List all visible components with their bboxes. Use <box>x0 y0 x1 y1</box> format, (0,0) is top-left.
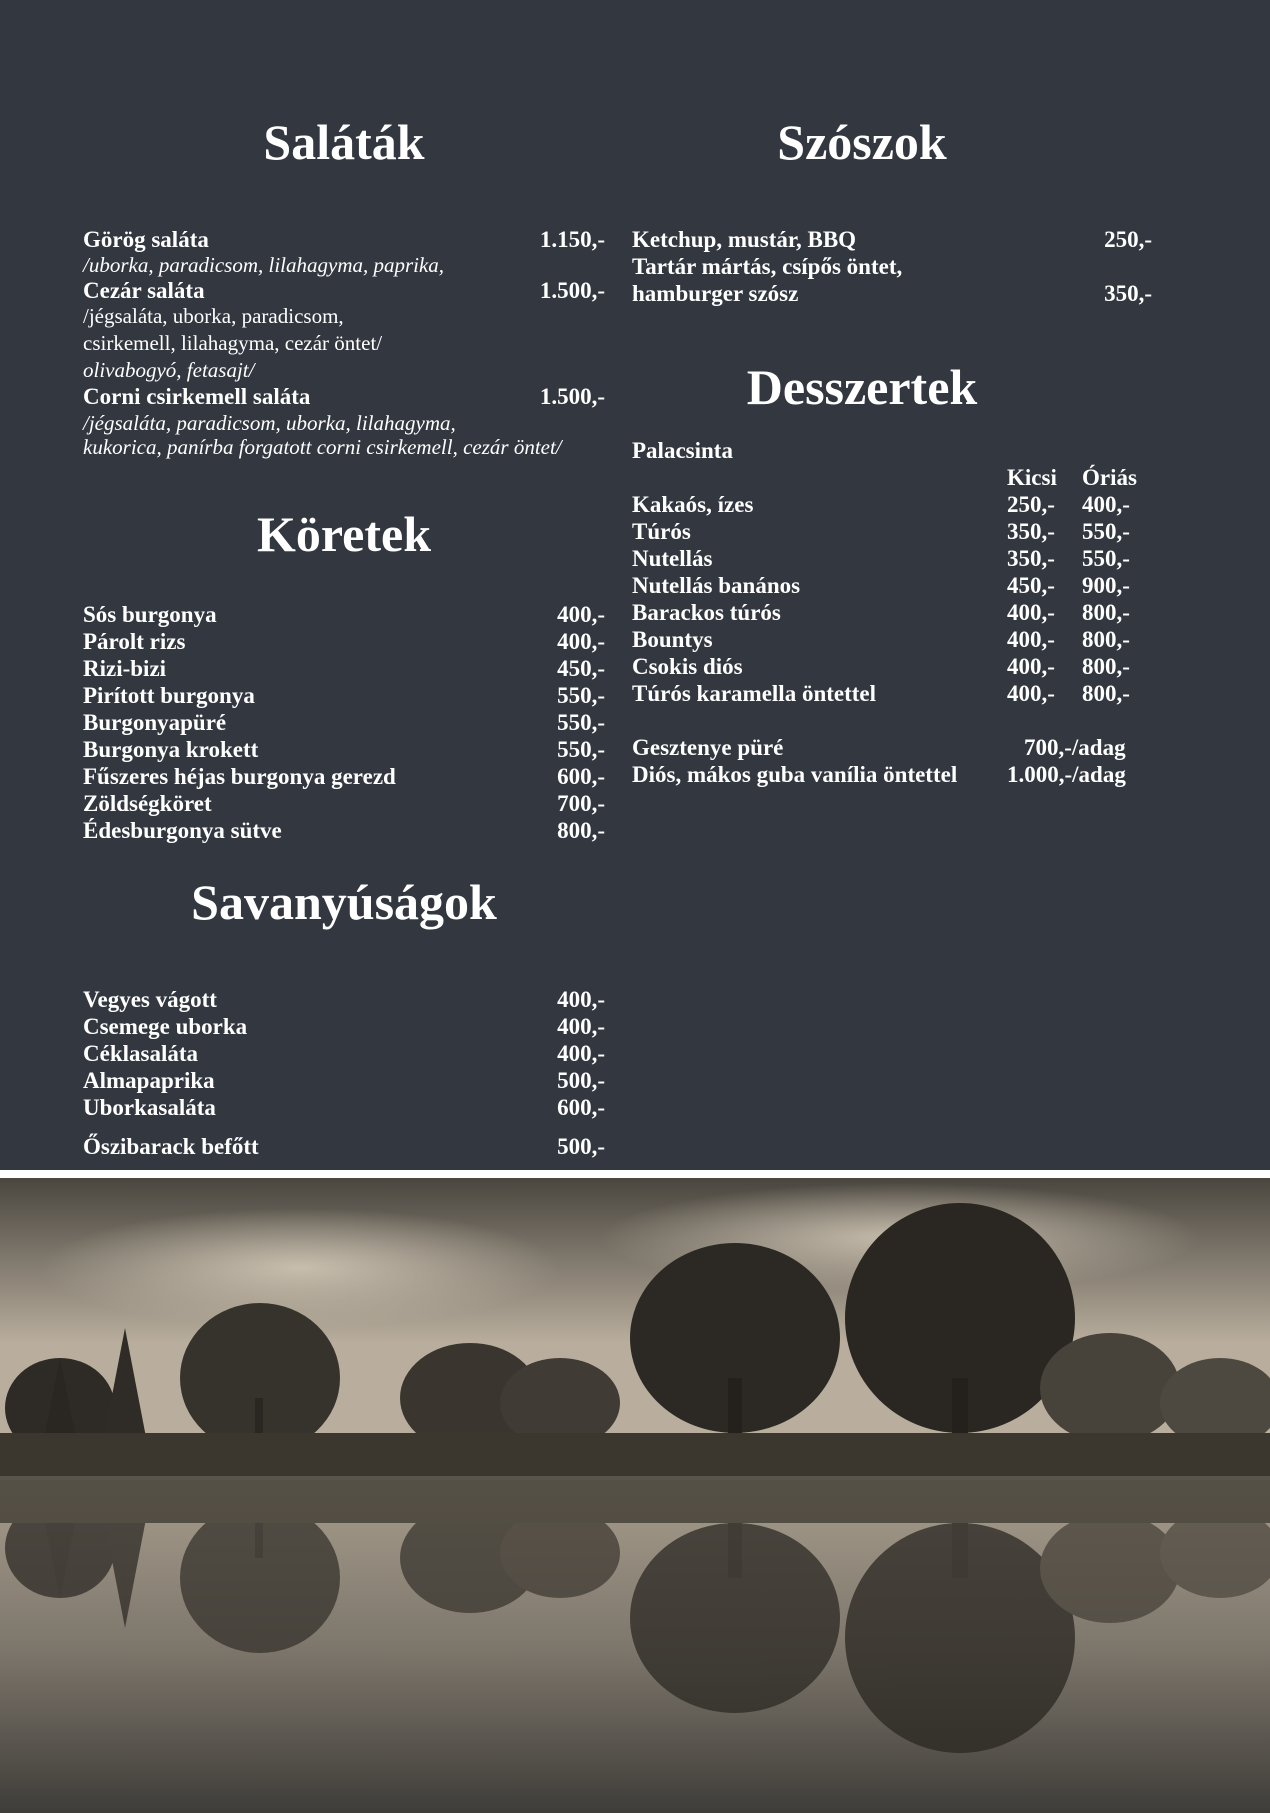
item-name: Fűszeres héjas burgonya gerezd <box>83 764 396 789</box>
dessert-price-large: 800,- <box>1082 600 1130 625</box>
item-price: 350,- <box>1104 281 1152 306</box>
koretek-heading: Köretek <box>256 506 432 562</box>
dessert-price-small: 400,- <box>1007 627 1055 652</box>
item-price: 1.150,- <box>539 227 605 252</box>
dessert-price: 700,-/adag <box>1024 735 1126 760</box>
menu-item <box>83 628 605 655</box>
menu-item <box>83 709 605 736</box>
menu-item <box>83 682 605 709</box>
dessert-price-large: 800,- <box>1082 627 1130 652</box>
dessert-extra-row <box>632 761 1152 788</box>
dessert-name: Barackos túrós <box>632 600 781 625</box>
item-price: 400,- <box>557 987 605 1012</box>
dessert-name: Bountys <box>632 627 713 652</box>
item-name: Görög saláta <box>83 227 209 252</box>
size-small-header: Kicsi <box>1007 465 1057 490</box>
item-price: 550,- <box>557 737 605 762</box>
item-name: Vegyes vágott <box>83 987 217 1012</box>
item-price: 550,- <box>557 683 605 708</box>
dessert-row <box>632 653 1152 680</box>
item-name: Pirított burgonya <box>83 683 255 708</box>
item-price: 800,- <box>557 818 605 843</box>
dessert-price-large: 800,- <box>1082 681 1130 706</box>
item-description: csirkemell, lilahagyma, cezár öntet/ <box>83 331 383 355</box>
item-name: hamburger szósz <box>632 281 799 306</box>
szoszok-heading: Szószok <box>777 114 947 170</box>
dessert-price-small: 400,- <box>1007 654 1055 679</box>
item-description: kukorica, panírba forgatott corni csirkemell, cezár öntet/ <box>83 435 562 459</box>
menu-item <box>83 1133 605 1160</box>
dessert-row <box>632 626 1152 653</box>
menu-item <box>83 277 605 304</box>
item-price: 1.500,- <box>539 278 605 303</box>
menu-item <box>83 790 605 817</box>
item-name: Párolt rizs <box>83 629 186 654</box>
dessert-row <box>632 680 1152 707</box>
dessert-price-small: 400,- <box>1007 600 1055 625</box>
item-price: 400,- <box>557 1014 605 1039</box>
dessert-price-small: 450,- <box>1007 573 1055 598</box>
palacsinta-subtitle: Palacsinta <box>632 438 733 463</box>
item-price: 500,- <box>557 1134 605 1159</box>
item-name: Zöldségköret <box>83 791 212 816</box>
divider <box>0 1170 1270 1178</box>
item-price: 600,- <box>557 764 605 789</box>
item-name: Cezár saláta <box>83 278 205 303</box>
dessert-row <box>632 545 1152 572</box>
menu-item <box>83 1067 605 1094</box>
menu-item <box>83 601 605 628</box>
item-name: Őszibarack befőtt <box>83 1134 259 1159</box>
item-price: 600,- <box>557 1095 605 1120</box>
item-name: Tartár mártás, csípős öntet, <box>632 254 903 279</box>
item-price: 550,- <box>557 710 605 735</box>
item-name: Ketchup, mustár, BBQ <box>632 227 857 252</box>
item-description: /jégsaláta, paradicsom, uborka, lilahagyma, <box>83 411 456 435</box>
dessert-row <box>632 518 1152 545</box>
item-price: 400,- <box>557 1041 605 1066</box>
item-name: Sós burgonya <box>83 602 217 627</box>
dessert-price: 1.000,-/adag <box>1007 762 1126 787</box>
dessert-name: Túrós karamella öntettel <box>632 681 877 706</box>
menu-item <box>632 280 1152 307</box>
dessert-price-small: 250,- <box>1007 492 1055 517</box>
size-large-header: Óriás <box>1082 465 1137 490</box>
item-price: 1.500,- <box>539 384 605 409</box>
menu-item <box>83 1040 605 1067</box>
menu-item <box>83 383 605 410</box>
item-name: Céklasaláta <box>83 1041 198 1066</box>
dessert-extra-row <box>632 734 1152 761</box>
dessert-name: Nutellás banános <box>632 573 801 598</box>
menu-item <box>83 736 605 763</box>
dessert-price-small: 350,- <box>1007 546 1055 571</box>
dessert-name: Kakaós, ízes <box>632 492 754 517</box>
dessert-row <box>632 491 1152 518</box>
item-name: Burgonyapüré <box>83 710 227 735</box>
item-price: 700,- <box>557 791 605 816</box>
dessert-price-small: 400,- <box>1007 681 1055 706</box>
lake-landscape-photo <box>0 1178 1270 1813</box>
dessert-name: Túrós <box>632 519 691 544</box>
item-name: Rizi-bizi <box>83 656 167 681</box>
item-price: 450,- <box>557 656 605 681</box>
item-name: Almapaprika <box>83 1068 215 1093</box>
dessert-name: Csokis diós <box>632 654 743 679</box>
salatak-heading: Saláták <box>263 114 425 170</box>
menu-item <box>83 817 605 844</box>
item-name: Uborkasaláta <box>83 1095 216 1120</box>
dessert-name: Gesztenye püré <box>632 735 784 760</box>
dessert-price-large: 800,- <box>1082 654 1130 679</box>
item-price: 250,- <box>1104 227 1152 252</box>
dessert-name: Nutellás <box>632 546 713 571</box>
dessert-name: Diós, mákos guba vanília öntettel <box>632 762 958 787</box>
dessert-price-large: 900,- <box>1082 573 1130 598</box>
menu-item <box>83 1013 605 1040</box>
item-price: 400,- <box>557 629 605 654</box>
menu-item <box>632 226 1152 253</box>
item-price: 500,- <box>557 1068 605 1093</box>
item-name: Csemege uborka <box>83 1014 248 1039</box>
item-description: olivabogyó, fetasajt/ <box>83 358 255 382</box>
item-price: 400,- <box>557 602 605 627</box>
dessert-row <box>632 599 1152 626</box>
menu-item <box>83 763 605 790</box>
menu-item <box>83 1094 605 1121</box>
dessert-price-small: 350,- <box>1007 519 1055 544</box>
dessert-price-large: 550,- <box>1082 519 1130 544</box>
menu-item <box>83 226 605 253</box>
menu-item <box>632 253 1152 280</box>
item-name: Burgonya krokett <box>83 737 259 762</box>
dessert-price-large: 550,- <box>1082 546 1130 571</box>
menu-item <box>83 986 605 1013</box>
menu-item <box>83 655 605 682</box>
item-description: /jégsaláta, uborka, paradicsom, <box>83 304 344 328</box>
savanyusagok-heading: Savanyúságok <box>191 874 497 930</box>
item-name: Édesburgonya sütve <box>83 818 282 843</box>
dessert-price-large: 400,- <box>1082 492 1130 517</box>
dessert-row <box>632 572 1152 599</box>
desszertek-heading: Desszertek <box>746 359 978 415</box>
item-description: /uborka, paradicsom, lilahagyma, paprika, <box>83 253 445 277</box>
item-name: Corni csirkemell saláta <box>83 384 311 409</box>
